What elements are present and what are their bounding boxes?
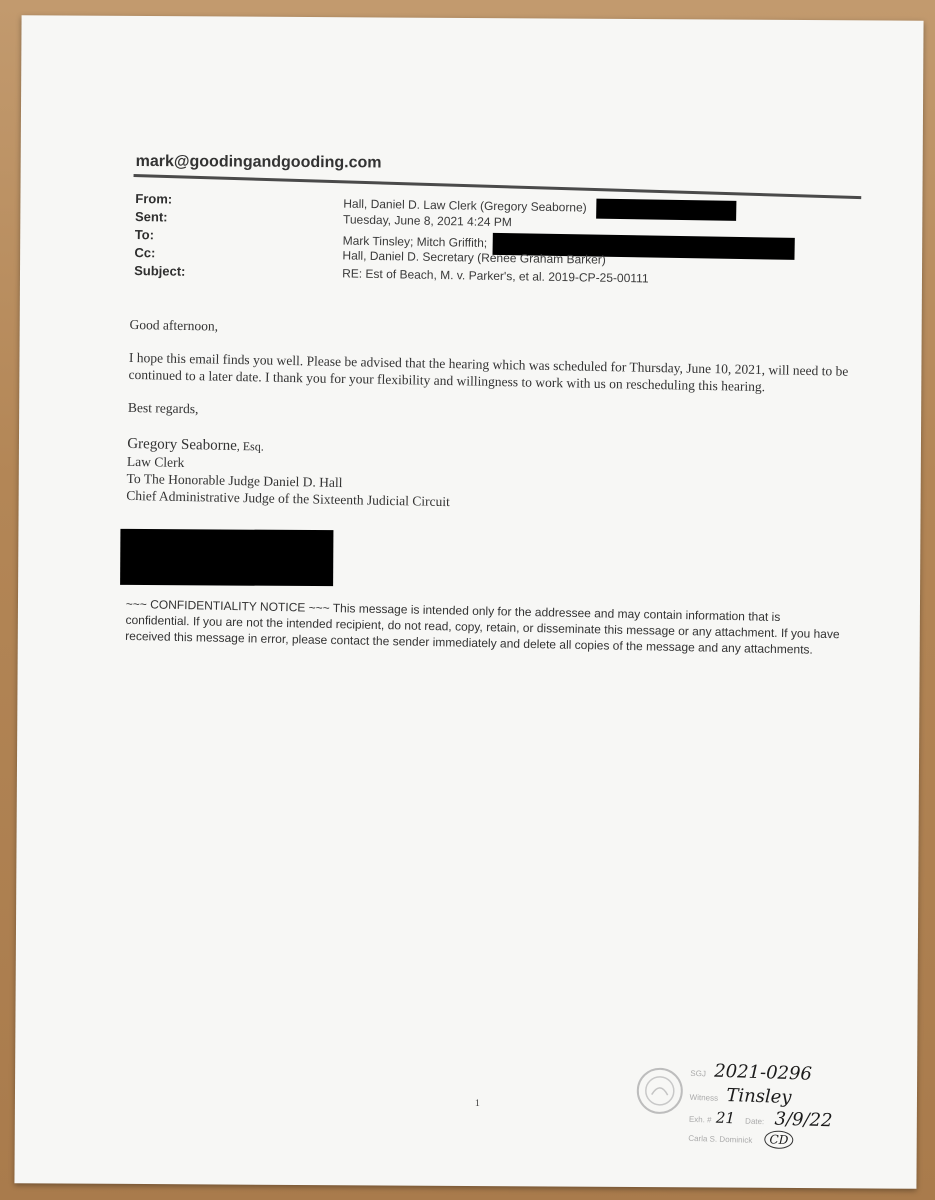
- exh-label: Exh. #: [688, 1114, 712, 1125]
- witness-label: Witness: [689, 1092, 719, 1103]
- sgj-value: 2021-0296: [713, 1060, 813, 1085]
- header-divider: [134, 174, 862, 199]
- witness-value: Tinsley: [726, 1084, 792, 1109]
- closing: Best regards,: [127, 399, 199, 417]
- to-label: To:: [134, 226, 155, 243]
- witness-row: [689, 1084, 791, 1108]
- signature-suffix: , Esq.: [236, 439, 264, 454]
- subject-value: RE: Est of Beach, M. v. Parker's, et al. 2019-CP-25-00111: [342, 266, 649, 286]
- reporter-row: [688, 1130, 793, 1147]
- subject-label: Subject:: [134, 262, 186, 279]
- signature-line-2: To The Honorable Judge Daniel D. Hall: [126, 470, 343, 491]
- cc-value: Hall, Daniel D. Secretary (Renee Graham Barker): [342, 248, 606, 267]
- exhibit-date-row: [689, 1106, 833, 1132]
- signature-title: Law Clerk: [126, 453, 185, 470]
- greeting: Good afternoon,: [129, 316, 219, 334]
- from-label: From:: [135, 190, 173, 207]
- seal-icon: [633, 1064, 687, 1118]
- date-label: Date:: [744, 1116, 765, 1127]
- date-value: 3/9/22: [774, 1108, 833, 1132]
- notice-heading: ~~~ CONFIDENTIALITY NOTICE ~~~: [125, 596, 330, 615]
- email-account-header: mark@goodingandgooding.com: [135, 152, 382, 172]
- sent-value: Tuesday, June 8, 2021 4:24 PM: [342, 212, 512, 230]
- page-number: 1: [474, 1098, 480, 1110]
- sgj-row: [690, 1060, 812, 1085]
- body-paragraph: I hope this email finds you well. Please be advised that the hearing which was scheduled for Thursday, June 10, 2021, will need to be continued to a later date. I thank you for your flexibility and willingness to work with us on rescheduling this hearing.: [128, 349, 849, 395]
- email-metadata: [134, 190, 649, 286]
- reporter-initials: CD: [764, 1130, 793, 1149]
- printed-email-page: [14, 15, 923, 1188]
- from-redaction: [596, 199, 736, 221]
- from-text: Hall, Daniel D. Law Clerk (Gregory Seaborne): [343, 196, 587, 215]
- sent-label: Sent:: [134, 208, 168, 225]
- to-text: Mark Tinsley; Mitch Griffith;: [342, 233, 488, 250]
- sgj-label: SGJ: [690, 1068, 707, 1079]
- signature-redaction: [120, 529, 333, 586]
- cc-label: Cc:: [134, 244, 156, 261]
- exh-value: 21: [715, 1108, 736, 1128]
- notice-text: This message is intended only for the addressee and may contain information that is confidential. If you are not the intended recipient, do not read, copy, retain, or disseminate this message or any attachment. If you have received this message in error, please contact the sender immediately and delete all copies of the message and any attachments.: [125, 600, 840, 657]
- reporter-name: Carla S. Dominick: [688, 1133, 753, 1145]
- confidentiality-notice: [125, 596, 846, 658]
- exhibit-stamp: [632, 1044, 915, 1163]
- signature-line-3: Chief Administrative Judge of the Sixteenth Judicial Circuit: [126, 487, 450, 510]
- signature-name: Gregory Seaborne: [127, 435, 237, 455]
- email-body: [126, 316, 859, 518]
